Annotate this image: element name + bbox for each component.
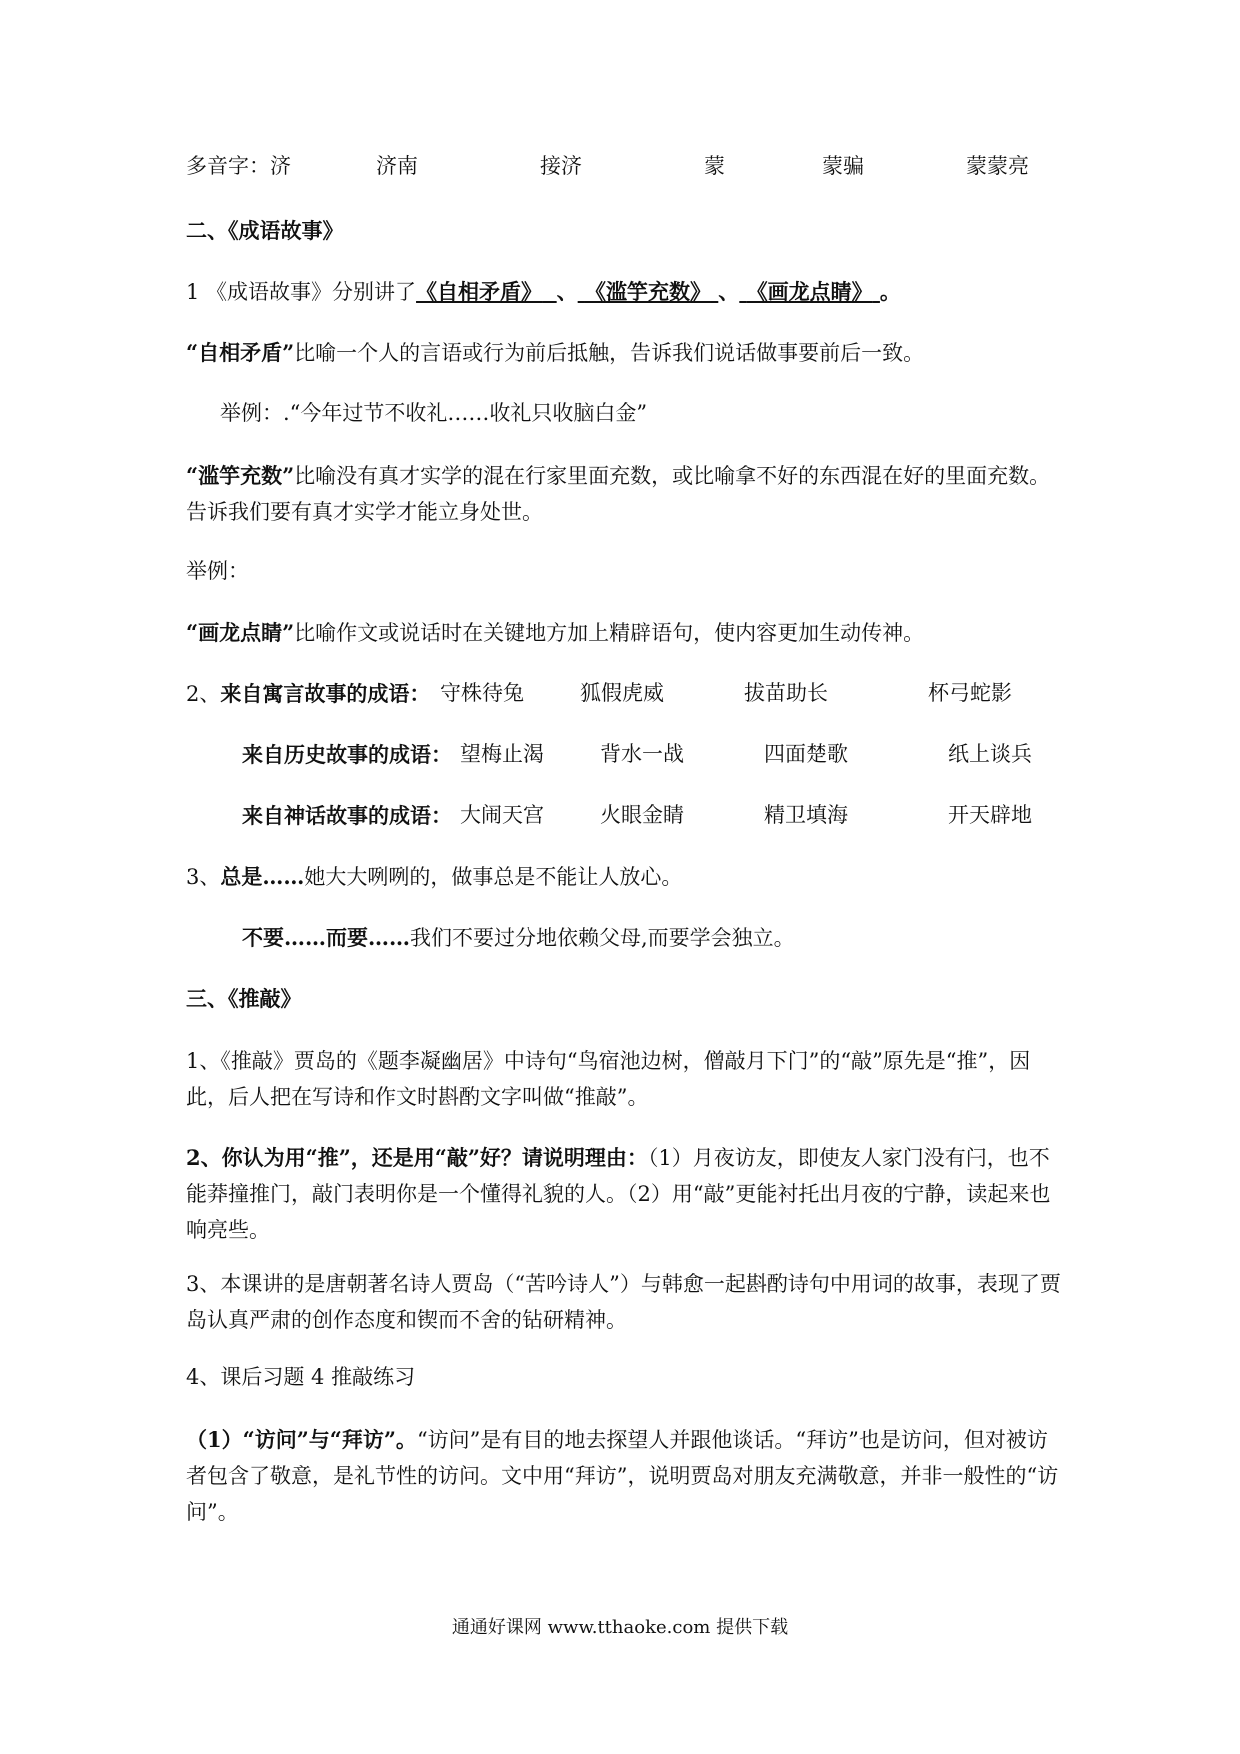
idiom-definition — [186, 336, 924, 371]
question-text: 2、你认为用“推”，还是用“敲”好？请说明理由： — [186, 1145, 648, 1170]
exercise-term: （1）“访问”与“拜访”。 — [186, 1427, 417, 1452]
sentence-pattern — [242, 921, 795, 956]
pattern-term: 总是…… — [220, 864, 305, 889]
separator: 、 — [718, 279, 740, 304]
answer-text: （1）月夜访友，即使友人家门没有闩，也不能莽撞推门，敲门表明你是一个懂得礼貌的人。（2）用“敲”更能衬托出月夜的宁静，读起来也响亮些。 — [186, 1146, 1051, 1242]
idiom-item: 杯弓蛇影 — [928, 681, 1012, 705]
idiom-item: 火眼金睛 — [600, 803, 684, 827]
idiom-term: “自相矛盾” — [186, 340, 295, 365]
paragraph: 4、课后习题 4 推敲练习 — [186, 1365, 416, 1389]
idiom-meaning: 比喻作文或说话时在关键地方加上精辟语句，使内容更加生动传神。 — [294, 621, 925, 645]
idiom-category-fable — [186, 677, 430, 712]
item-number: 2、 — [186, 682, 221, 706]
polyphone-item: 接济 — [540, 154, 582, 178]
idiom-item: 四面楚歌 — [764, 742, 848, 766]
pattern-example: 我们不要过分地依赖父母,而要学会独立。 — [410, 926, 795, 950]
paragraph: 3、本课讲的是唐朝著名诗人贾岛（“苦吟诗人”）与韩愈一起斟酌诗句中用词的故事，表现了贾岛认真严肃的创作态度和锲而不舍的钻研精神。 — [186, 1272, 1061, 1332]
idiom-title: 《自相矛盾》 — [416, 279, 543, 304]
exercise-explanation: “访问”是有目的地去探望人并跟他谈话。“拜访”也是访问，但对被访者包含了敬意，是礼节性的访问。文中用“拜访”，说明贾岛对朋友充满敬意，并非一般性的“访问”。 — [186, 1428, 1059, 1524]
idiom-meaning: 比喻没有真才实学的混在行家里面充数，或比喻拿不好的东西混在好的里面充数。告诉我们要有真才实学才能立身处世。 — [186, 464, 1051, 524]
line-end: 。 — [879, 279, 901, 304]
idiom-item: 狐假虎威 — [580, 681, 664, 705]
separator: 、 — [556, 279, 578, 304]
category-label: 来自历史故事的成语： — [242, 742, 452, 767]
idiom-item: 守株待兔 — [440, 681, 524, 705]
polyphone-item: 蒙骗 — [822, 154, 864, 178]
idiom-item: 纸上谈兵 — [948, 742, 1032, 766]
paragraph — [186, 1140, 1061, 1248]
idiom-item: 拔苗助长 — [744, 681, 828, 705]
section-heading: 二、《成语故事》 — [186, 218, 344, 243]
sentence-pattern — [186, 860, 682, 895]
page-footer: 通通好课网 www.tthaoke.com 提供下载 — [451, 1617, 789, 1638]
item-number: 3、 — [186, 865, 221, 889]
paragraph: 1、《推敲》贾岛的《题李凝幽居》中诗句“鸟宿池边树，僧敲月下门”的“敲”原先是“推”，因此，后人把在写诗和作文时斟酌文字叫做“推敲”。 — [186, 1049, 1031, 1109]
polyphone-label: 多音字：济 — [186, 154, 291, 178]
idiom-term: “画龙点睛” — [186, 620, 295, 645]
polyphone-item: 济南 — [376, 154, 418, 178]
idiom-item: 大闹天宫 — [460, 803, 544, 827]
idiom-list-prefix: 1 《成语故事》分别讲了 — [186, 280, 417, 304]
idiom-item: 背水一战 — [600, 742, 684, 766]
idiom-item: 开天辟地 — [948, 803, 1032, 827]
idiom-meaning: 比喻一个人的言语或行为前后抵触，告诉我们说话做事要前后一致。 — [294, 341, 925, 365]
idiom-term: “滥竽充数” — [186, 463, 295, 488]
idiom-example: 举例： — [186, 559, 249, 583]
idiom-definition — [186, 458, 1061, 530]
idiom-example: 举例：.“今年过节不收礼……收礼只收脑白金” — [220, 401, 648, 425]
polyphone-item: 蒙 — [704, 154, 725, 178]
category-label: 来自神话故事的成语： — [242, 803, 452, 828]
idiom-list-line — [186, 275, 901, 310]
idiom-item: 精卫填海 — [764, 803, 848, 827]
paragraph — [186, 1422, 1061, 1530]
category-label: 来自寓言故事的成语： — [220, 681, 431, 706]
idiom-definition — [186, 616, 924, 651]
pattern-term: 不要……而要…… — [242, 925, 410, 950]
section-heading: 三、《推敲》 — [186, 986, 302, 1011]
pattern-example: 她大大咧咧的，做事总是不能让人放心。 — [304, 865, 683, 889]
idiom-title: 《滥竽充数》 — [584, 279, 711, 304]
polyphone-item: 蒙蒙亮 — [966, 154, 1029, 178]
idiom-item: 望梅止渴 — [460, 742, 544, 766]
idiom-title: 《画龙点睛》 — [746, 279, 873, 304]
